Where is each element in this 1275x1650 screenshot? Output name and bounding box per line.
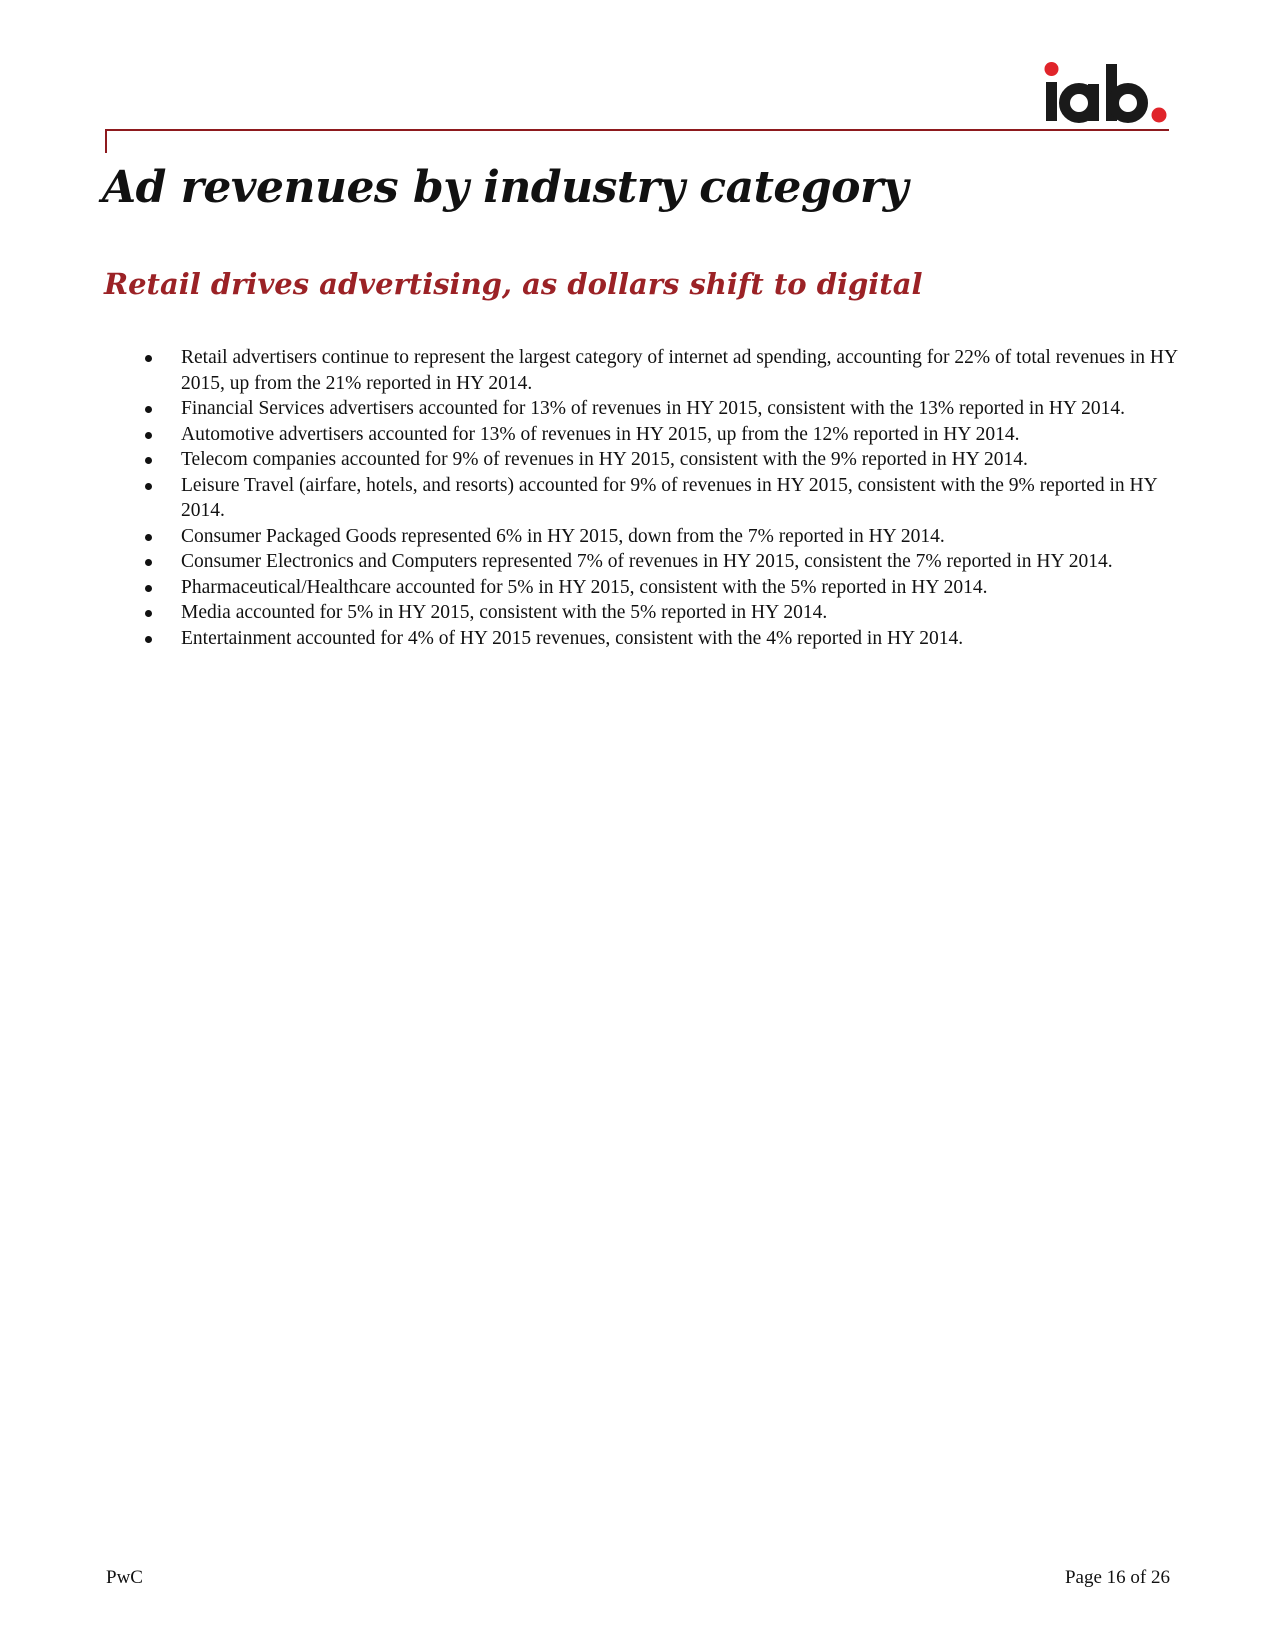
list-item-text: Media accounted for 5% in HY 2015, consistent with the 5% reported in HY 2014.: [181, 602, 828, 623]
page-title: Ad revenues by industry category: [102, 162, 908, 213]
bullet-dot-icon: [145, 534, 152, 541]
list-item: [140, 549, 1180, 575]
header-corner-tick: [105, 129, 107, 153]
section-subtitle: Retail drives advertising, as dollars shift to digital: [104, 267, 923, 301]
list-item-text: Consumer Packaged Goods represented 6% in HY 2015, down from the 7% reported in HY 2014.: [181, 525, 945, 547]
list-item: [140, 626, 1180, 652]
bullet-dot-icon: [145, 585, 152, 592]
list-item-text: Consumer Electronics and Computers represented 7% of revenues in HY 2015, consistent the 7% reported in HY 2014.: [181, 551, 1113, 572]
list-item-text: Retail advertisers continue to represent the largest category of internet ad spending, accounting for 22% of total revenues in HY 2015, up from the 21% reported in HY 2014.: [181, 347, 1178, 394]
list-item-text: Telecom companies accounted for 9% of revenues in HY 2015, consistent with the 9% reported in HY 2014.: [181, 449, 1028, 470]
bullet-dot-icon: [145, 432, 152, 439]
list-item: [140, 473, 1180, 524]
page-number: Page 16 of 26: [1064, 1567, 1170, 1588]
bullet-dot-icon: [145, 406, 152, 413]
list-item: [140, 396, 1180, 422]
bullet-dot-icon: [145, 610, 152, 617]
bullet-dot-icon: [145, 636, 152, 643]
bullet-dot-icon: [145, 457, 152, 464]
list-item: [140, 575, 1180, 601]
list-item: [140, 600, 1180, 626]
list-item: [140, 422, 1180, 448]
list-item-text: Entertainment accounted for 4% of HY 2015 revenues, consistent with the 4% reported in HY 2014.: [181, 627, 964, 649]
list-item: [140, 447, 1180, 473]
list-item-text: Leisure Travel (airfare, hotels, and resorts) accounted for 9% of revenues in HY 2015, consistent with the 9% reported in HY 2014.: [181, 474, 1157, 521]
bullet-dot-icon: [145, 483, 152, 490]
list-item-text: Pharmaceutical/Healthcare accounted for 5% in HY 2015, consistent with the 5% reported in HY 2014.: [181, 576, 988, 598]
bullet-list: [140, 345, 1180, 651]
list-item-text: Financial Services advertisers accounted for 13% of revenues in HY 2015, consistent with the 13% reported in HY 2014.: [181, 398, 1126, 419]
footer-company: PwC: [106, 1567, 143, 1588]
list-item: [140, 524, 1180, 550]
bullet-dot-icon: [145, 355, 152, 362]
header-rule: [105, 129, 1169, 131]
list-item-text: Automotive advertisers accounted for 13% of revenues in HY 2015, up from the 12% reported in HY 2014.: [181, 423, 1020, 445]
iab-logo: [1044, 62, 1168, 124]
list-item: [140, 345, 1180, 396]
bullet-dot-icon: [145, 559, 152, 566]
